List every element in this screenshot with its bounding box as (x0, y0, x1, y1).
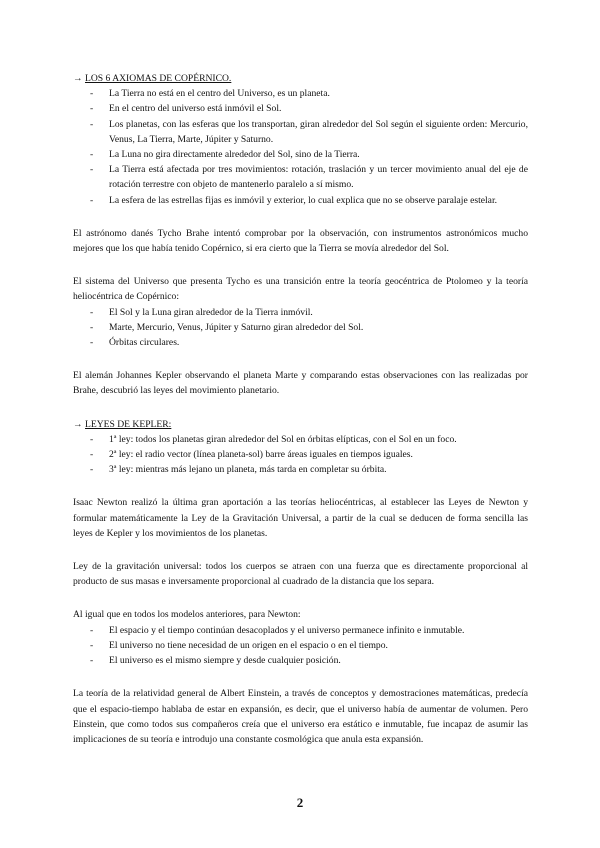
list-item: - Órbitas circulares. (109, 335, 528, 350)
tycho-system-intro: El sistema del Universo que presenta Tycho es una transición entre la teoría geocéntrica de Ptolomeo y la teoría heliocéntrica de Copérnico: (73, 276, 528, 303)
axiomas-title: LOS 6 AXIOMAS DE COPÉRNICO. (85, 73, 232, 84)
axiomas-list (73, 86, 528, 208)
list-item: - En el centro del universo está inmóvil el Sol. (109, 101, 528, 116)
list-item: - La Tierra está afectada por tres movimientos: rotación, traslación y un tercer movimiento anual del eje de rotación terrestre con objeto de mantenerlo paralelo a sí mismo. (109, 162, 528, 192)
list-item: - El Sol y la Luna giran alrededor de la Tierra inmóvil. (109, 305, 528, 320)
spacer (73, 589, 528, 607)
kepler-heading (73, 417, 528, 432)
spacer (73, 208, 528, 226)
tycho-paragraph: El astrónomo danés Tycho Brahe intentó comprobar por la observación, con instrumentos astronómicos mucho mejores que los que había tenido Copérnico, si era cierto que la Tierra se movía alrededor del Sol. (73, 227, 528, 255)
list-item: - El universo no tiene necesidad de un origen en el espacio o en el tiempo. (109, 638, 528, 653)
list-item: - La Tierra no está en el centro del Universo, es un planeta. (109, 86, 528, 101)
page-number: 2 (296, 795, 304, 810)
list-item: - Marte, Mercurio, Venus, Júpiter y Saturno giran alrededor del Sol. (109, 320, 528, 335)
arrow-glyph: → (73, 73, 83, 84)
list-item: - 2ª ley: el radio vector (línea planeta-sol) barre áreas iguales en tiempos iguales. (109, 447, 528, 462)
newton-models-intro: Al igual que en todos los modelos anteriores, para Newton: (73, 609, 301, 621)
spacer (73, 256, 528, 274)
list-item: - 1ª ley: todos los planetas giran alrededor del Sol en órbitas elípticas, con el Sol en un foco. (109, 432, 528, 447)
gravitation-paragraph: Ley de la gravitación universal: todos los cuerpos se atraen con una fuerza que es directamente proporcional al producto de sus masas e inversamente proporcional al cuadrado de la distancia que los separa. (73, 561, 528, 588)
kepler-paragraph: El alemán Johannes Kepler observando el planeta Marte y comparando estas observaciones con las realizadas por Brahe, descubrió las leyes del movimiento planetario. (73, 370, 528, 397)
list-item: - Los planetas, con las esferas que los transportan, giran alrededor del Sol según el siguiente orden: Mercurio, Venus, La Tierra, Marte, Júpiter y Saturno. (109, 117, 528, 147)
spacer (73, 477, 528, 495)
page-content (73, 71, 528, 747)
spacer (73, 399, 528, 417)
kepler-title: LEYES DE KEPLER: (85, 418, 172, 430)
spacer (73, 350, 528, 368)
newton-models-list (73, 623, 528, 669)
list-item: - El universo es el mismo siempre y desde cualquier posición. (109, 653, 528, 668)
spacer (73, 541, 528, 559)
list-item: - La esfera de las estrellas fijas es inmóvil y exterior, lo cual explica que no se observe paralaje estelar. (109, 193, 528, 208)
einstein-paragraph: La teoría de la relatividad general de Albert Einstein, a través de conceptos y demostraciones matemáticas, predecía que el espacio-tiempo hablaba de estar en expansión, es decir, que el universo había de aumentar de volumen. Pero Einstein, que como todos sus compañeros creía que el universo era estático e inmutable, fue incapaz de asumir las implicaciones de su teoría e introdujo una constante cosmológica que anula esta expansión. (73, 688, 528, 745)
list-item: - La Luna no gira directamente alrededor del Sol, sino de la Tierra. (109, 147, 528, 162)
list-item: - El espacio y el tiempo continúan desacoplados y el universo permanece infinito e inmutable. (109, 623, 528, 638)
arrow-glyph: → (73, 418, 83, 430)
axiomas-heading (73, 71, 528, 86)
tycho-system-list (73, 305, 528, 351)
newton-paragraph: Isaac Newton realizó la última gran aportación a las teorías heliocéntricas, al establecer las Leyes de Newton y formular matemáticamente la Ley de la Gravitación Universal, a partir de la cual se deducen de forma sencilla las leyes de Kepler y los movimientos de los planetas. (73, 497, 528, 539)
kepler-laws-list (73, 432, 528, 478)
spacer (73, 668, 528, 686)
list-item: - 3ª ley: mientras más lejano un planeta, más tarda en completar su órbita. (109, 462, 528, 477)
